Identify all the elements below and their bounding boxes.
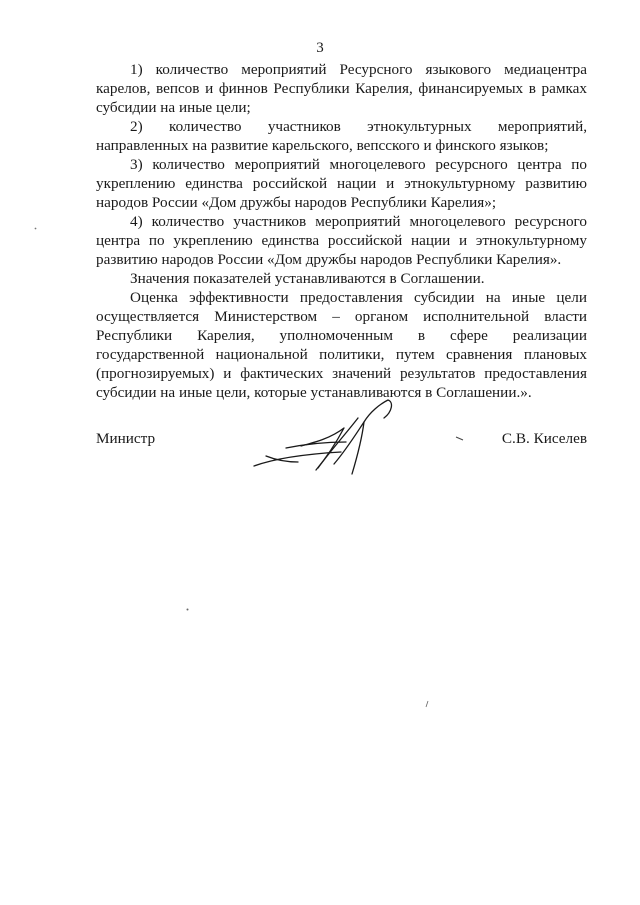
paragraph-item-4: 4) количество участников мероприятий многоцелевого ресурсного центра по укреплению единства российской нации и этнокультурному развитию народов России «Дом дружбы народов Республики Карелия».	[96, 213, 587, 268]
signature-block	[96, 418, 587, 488]
signer-name: С.В. Киселев	[501, 430, 587, 447]
scan-speck	[455, 436, 465, 442]
paragraph-values-note: Значения показателей устанавливаются в Соглашении.	[130, 270, 485, 287]
paragraph-evaluation: Оценка эффективности предоставления субсидии на иные цели осуществляется Министерством – органом исполнительной власти Республики Карелия, уполномоченным в сфере реализации государственной национальной политики, путем сравнения плановых (прогнозируемых) и фактических значений результатов предоставления субсидии на иные цели, которые устанавливаются в Соглашении.».	[96, 289, 587, 401]
scan-speck	[186, 608, 189, 611]
paragraph-item-2: 2) количество участников этнокультурных мероприятий, направленных на развитие карельского, вепсского и финского языков;	[96, 118, 587, 154]
document-body	[96, 60, 587, 402]
signer-title: Министр	[96, 430, 156, 447]
handwritten-signature	[246, 398, 406, 488]
scan-speck	[34, 227, 37, 230]
scan-speck	[425, 700, 429, 708]
paragraph-item-1: 1) количество мероприятий Ресурсного языкового медиацентра карелов, вепсов и финнов Республики Карелия, финансируемых в рамках субсидии на иные цели;	[96, 61, 587, 116]
page-number: 3	[316, 40, 324, 56]
paragraph-item-3: 3) количество мероприятий многоцелевого ресурсного центра по укреплению единства российской нации и этнокультурному развитию народов России «Дом дружбы народов Республики Карелия»;	[96, 156, 587, 211]
